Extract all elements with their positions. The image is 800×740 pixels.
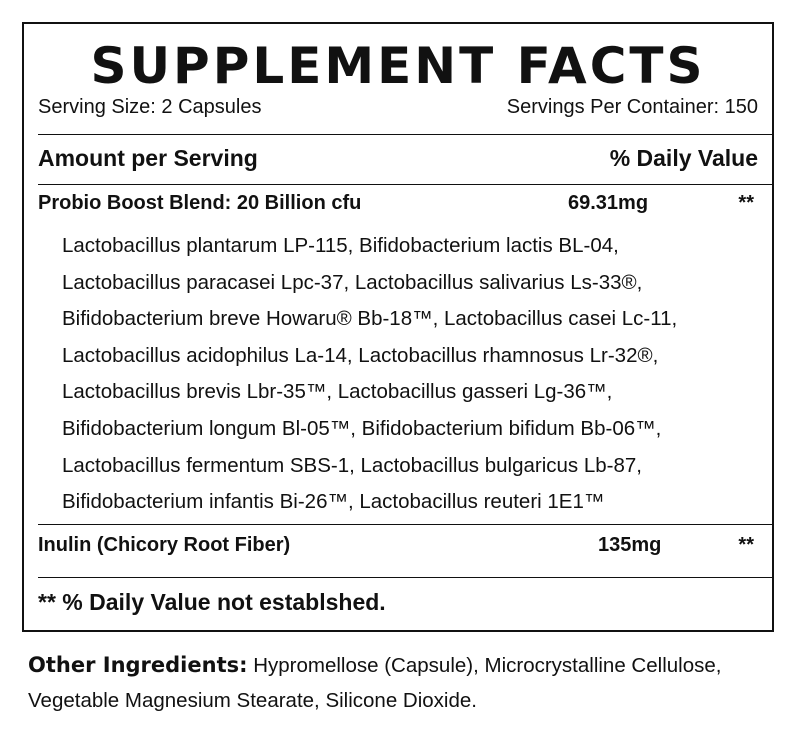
panel-title: SUPPLEMENT FACTS [90, 37, 706, 95]
blend-daily-value: ** [738, 192, 754, 214]
column-header-row [38, 145, 758, 177]
inulin-amount: 135mg [598, 534, 662, 556]
other-ingredients [28, 648, 778, 718]
other-ingredients-label: Other Ingredients: [28, 653, 248, 677]
divider [38, 184, 772, 185]
divider [38, 524, 772, 525]
strain-line: Bifidobacterium breve Howaru® Bb-18™, Lactobacillus casei Lc-11, [62, 307, 678, 331]
other-ingredients-text: Hypromellose (Capsule), Microcrystalline Cellulose, Vegetable Magnesium Stearate, Silicone Dioxide. [28, 654, 722, 712]
strain-line: Bifidobacterium longum Bl-05™, Bifidobacterium bifidum Bb-06™, [62, 416, 662, 440]
serving-info-row [38, 96, 758, 122]
blend-amount: 69.31mg [568, 192, 649, 214]
strain-line: Lactobacillus paracasei Lpc-37, Lactobacillus salivarius Ls-33®, [62, 270, 643, 294]
strain-line: Lactobacillus acidophilus La-14, Lactobacillus rhamnosus Lr-32®, [62, 343, 659, 367]
blend-name: Probio Boost Blend: 20 Billion cfu [38, 192, 362, 214]
servings-per-container: Servings Per Container: 150 [506, 96, 758, 118]
daily-value-header: % Daily Value [609, 145, 758, 171]
strain-line: Lactobacillus brevis Lbr-35™, Lactobacillus gasseri Lg-36™, [62, 380, 613, 404]
daily-value-footnote: ** % Daily Value not establshed. [38, 589, 386, 615]
supplement-facts-panel [22, 22, 774, 632]
inulin-name: Inulin (Chicory Root Fiber) [38, 534, 291, 556]
strain-list [62, 228, 762, 521]
inulin-row [38, 534, 758, 560]
strain-line: Lactobacillus fermentum SBS-1, Lactobacillus bulgaricus Lb-87, [62, 453, 642, 477]
serving-size: Serving Size: 2 Capsules [38, 96, 262, 118]
blend-row [38, 192, 758, 218]
inulin-daily-value: ** [738, 534, 754, 556]
strain-line: Bifidobacterium infantis Bi-26™, Lactobacillus reuteri 1E1™ [62, 490, 605, 514]
divider [38, 577, 772, 578]
divider [38, 134, 772, 135]
strain-line: Lactobacillus plantarum LP-115, Bifidobacterium lactis BL-04, [62, 234, 619, 257]
amount-per-serving-header: Amount per Serving [38, 145, 258, 171]
